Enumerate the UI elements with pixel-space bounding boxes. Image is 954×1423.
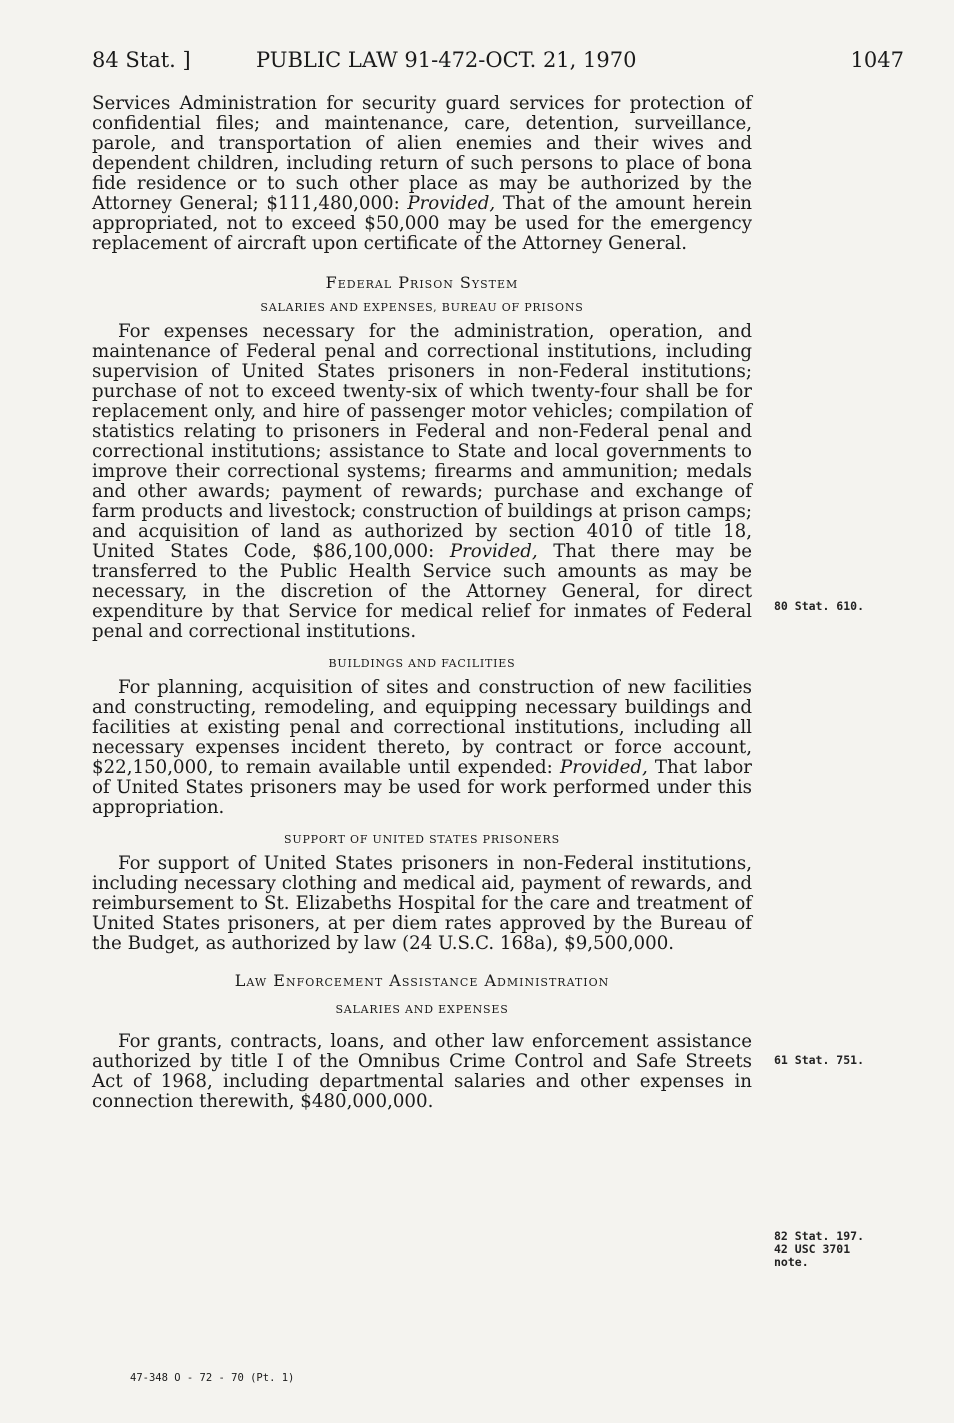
- page-header: [92, 48, 904, 78]
- paragraph-bureau-prisons: For expenses necessary for the administration, operation, and maintenance of Federal penal and correctional institutions, including supervision of United States prisoners in non-Federal institutions; purchase of not to exceed twenty-six of which twenty-four shall be for replacement only, and hire of passenger motor vehicles; compilation of statistics relating to prisoners in Federal and non-Federal penal and correctional institutions; assistance to State and local governments to improve their correctional systems; firearms and ammunition; medals and other awards; payment of rewards; purchase and exchange of farm products and livestock; construction of buildings at prison camps; and acquisition of land as authorized by section 4010 of title 18, United States Code, $86,100,000: Provided, That there may be transferred to the Public Health Service such amounts as may be necessary, in the discretion of the Attorney General, for direct expenditure by that Service for medical relief for inmates of Federal penal and correctional institutions.: [92, 321, 752, 642]
- paragraph-support-prisoners: For support of United States prisoners in non-Federal institutions, including necessary clothing and medical aid, payment of rewards, and reimbursement to St. Elizabeths Hospital for the care and treatment of United States prisoners, at per diem rates approved by the Bureau of the Budget, as authorized by law (24 U.S.C. 168a), $9,500,000.: [92, 853, 752, 954]
- heading-buildings-facilities: BUILDINGS AND FACILITIES: [328, 657, 516, 670]
- margin-note-61-stat: 61 Stat. 751.: [774, 1053, 865, 1067]
- margin-note-line: 82 Stat. 197.: [774, 1229, 865, 1243]
- heading-support-prisoners: SUPPORT OF UNITED STATES PRISONERS: [284, 833, 560, 846]
- margin-note-line: 42 USC 3701: [774, 1242, 851, 1256]
- heading-leaa: Law Enforcement Assistance Administration: [234, 971, 610, 990]
- margin-note-80-stat: 80 Stat. 610.: [774, 599, 865, 613]
- paragraph-buildings: For planning, acquisition of sites and construction of new facilities and constructing, remodeling, and equipping necessary buildings and facilities at existing penal and correctional institutions, including all necessary expenses incident thereto, by contract or force account, $22,150,000, to remain available until expended: Provided, That labor of United States prisoners may be used for work performed under this appropriation.: [92, 677, 752, 818]
- paragraph-continued: Services Administration for security guard services for protection of confidential files; and maintenance, care, detention, surveillance, parole, and transportation of alien enemies and their wives and dependent children, including return of such persons to place of bona fide residence or to such other place as may be authorized by the Attorney General; $111,480,000: Provided, That of the amount herein appropriated, not to exceed $50,000 may be used for the emergency replacement of aircraft upon certificate of the Attorney General.: [92, 93, 752, 254]
- page-number: 1047: [850, 48, 904, 72]
- stat-reference: 84 Stat. ]: [92, 48, 191, 72]
- law-title: PUBLIC LAW 91-472-OCT. 21, 1970: [256, 48, 637, 72]
- margin-note-82-stat: [774, 1230, 864, 1269]
- margin-note-line: note.: [774, 1255, 809, 1269]
- heading-federal-prison-system: Federal Prison System: [325, 273, 519, 292]
- heading-salaries-expenses: SALARIES AND EXPENSES: [335, 1003, 509, 1016]
- heading-salaries-bureau-prisons: SALARIES AND EXPENSES, BUREAU OF PRISONS: [260, 301, 584, 314]
- page-footer: 47-348 O - 72 - 70 (Pt. 1): [130, 1372, 295, 1384]
- document-body: [92, 94, 752, 1112]
- paragraph-leaa: For grants, contracts, loans, and other law enforcement assistance authorized by title I of the Omnibus Crime Control and Safe Streets Act of 1968, including departmental salaries and other expenses in connection therewith, $480,000,000.: [92, 1031, 752, 1112]
